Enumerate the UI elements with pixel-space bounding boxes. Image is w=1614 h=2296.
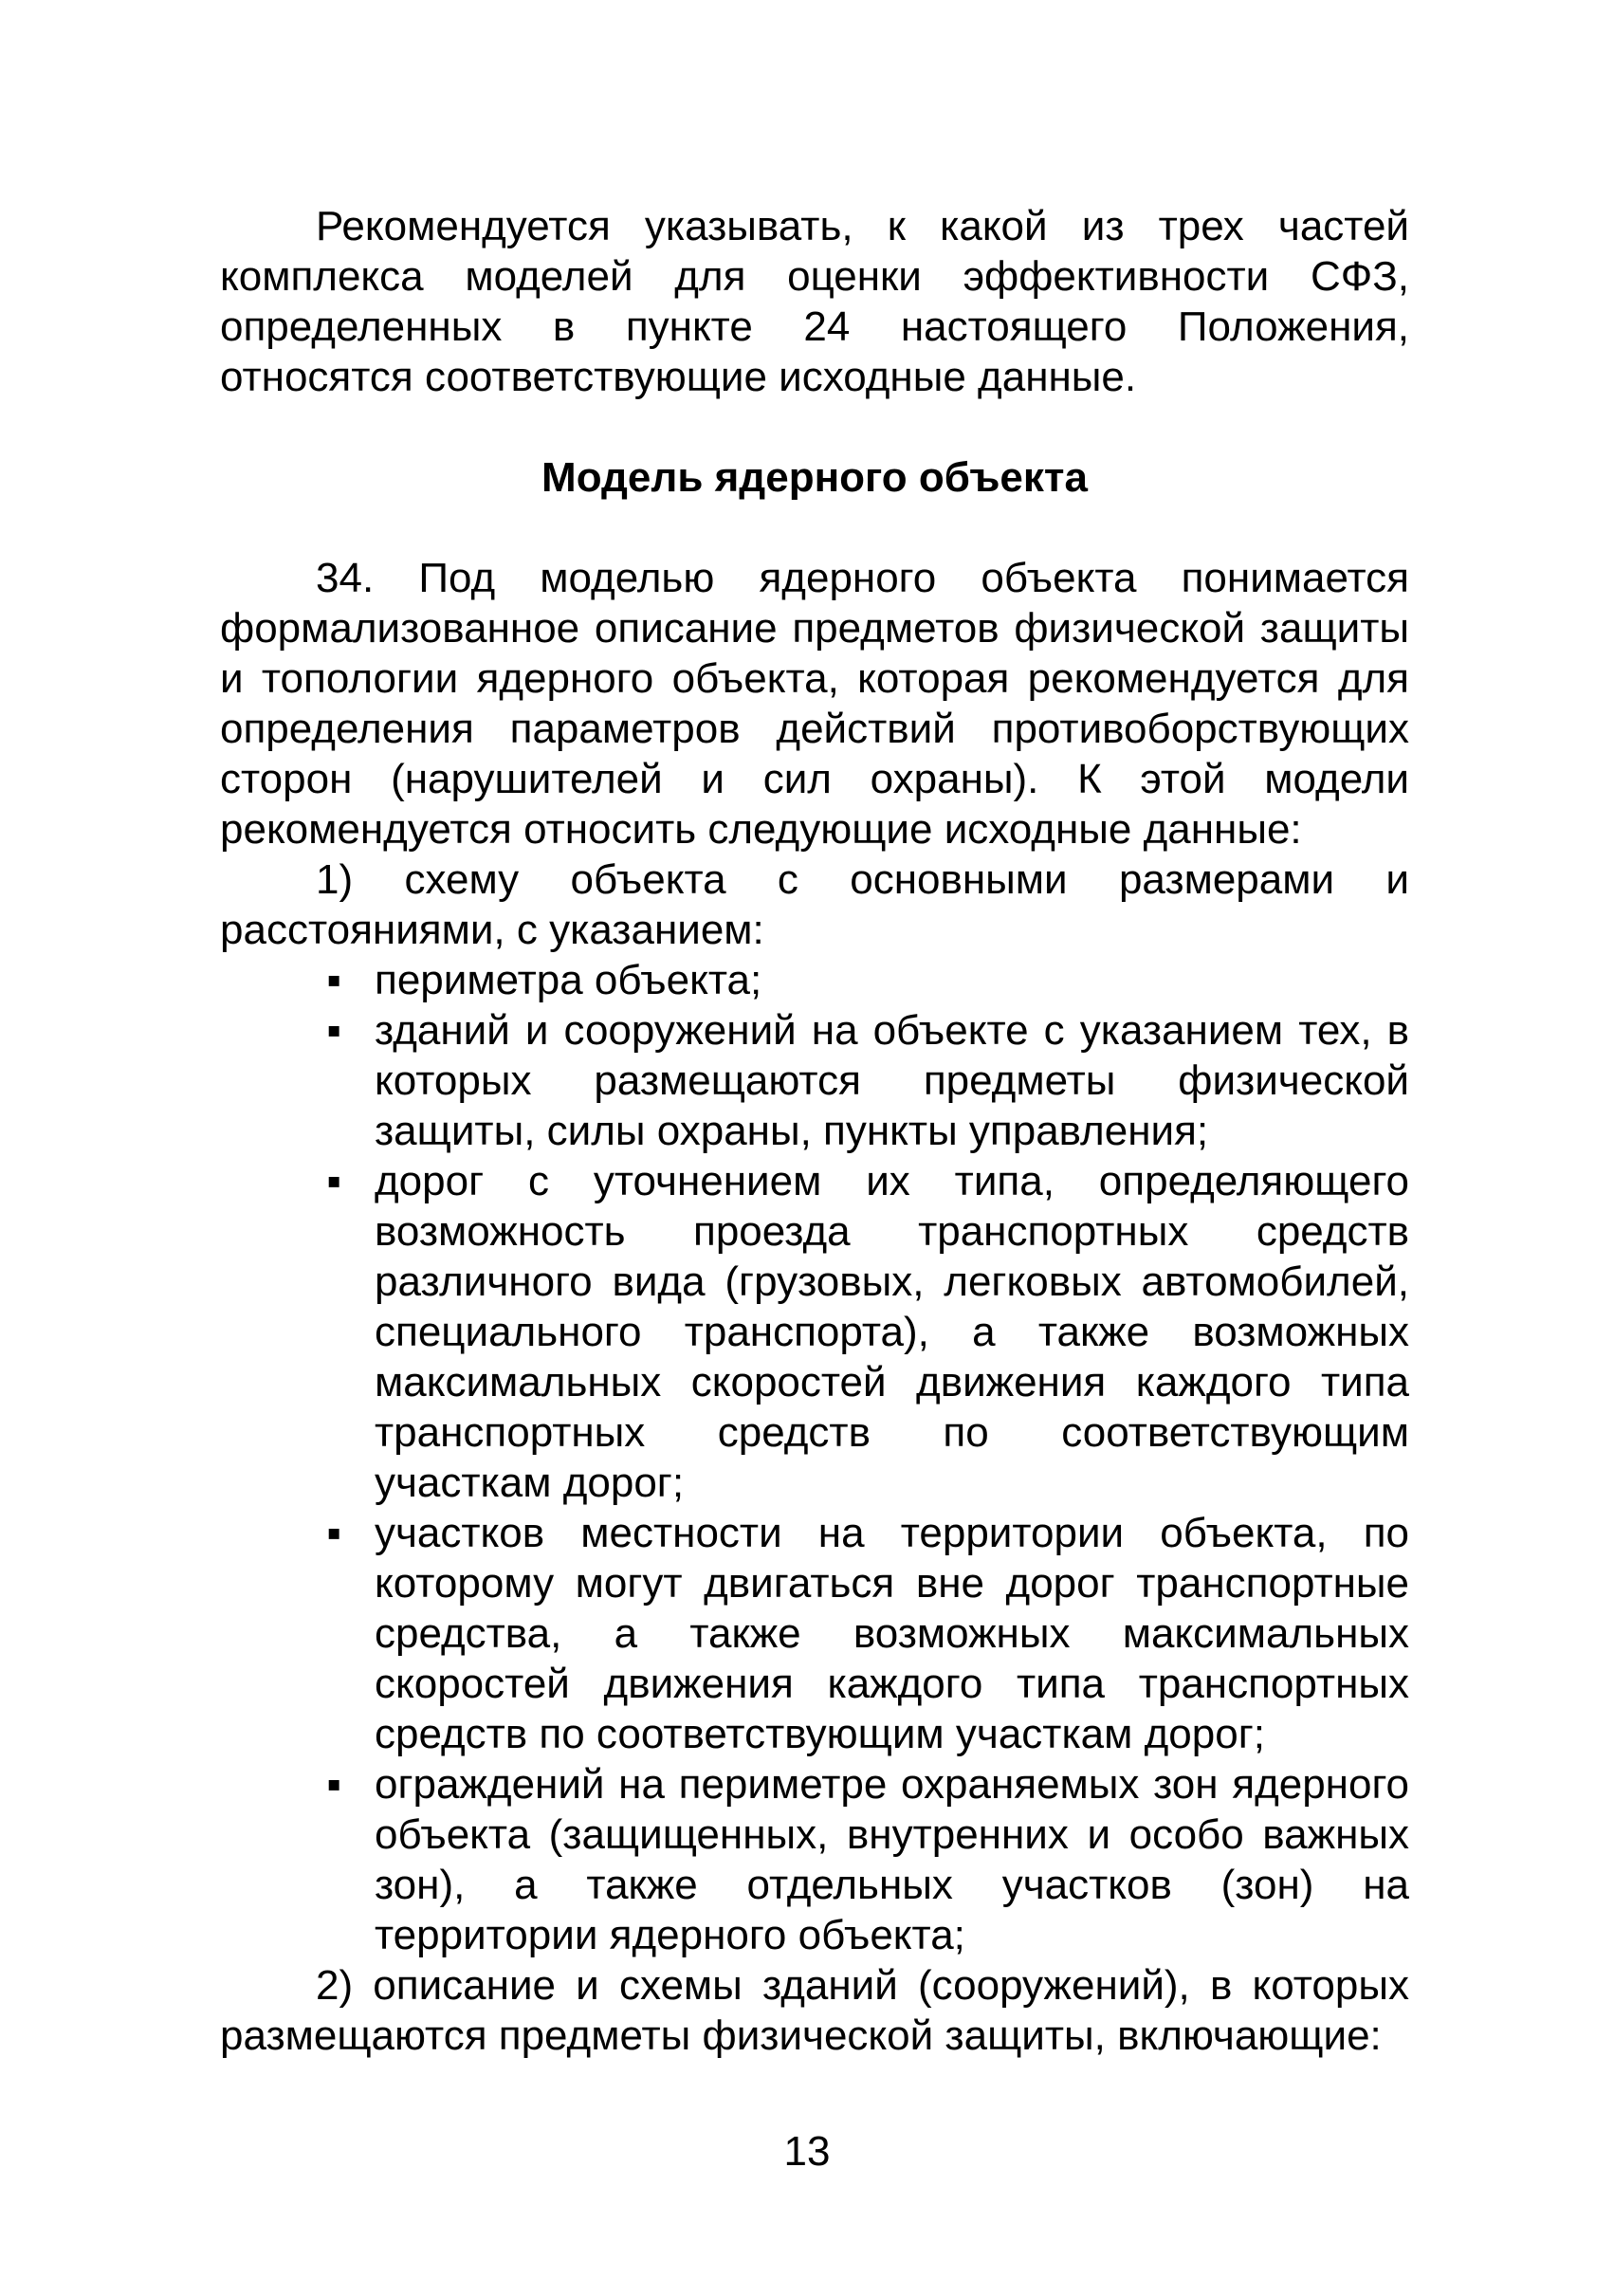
section-heading: Модель ядерного объекта [541,454,1088,501]
page-number: 13 [783,2128,831,2175]
bullet-icon: ▪ [326,1510,341,1556]
bullet-item-terrain [220,1508,1409,1759]
bullet-icon: ▪ [326,1158,341,1204]
bullet-text: зданий и сооружений на объекте с указанием тех, в которых размещаются предметы физической защиты, силы охраны, пункты управления; [375,1007,1409,1154]
intro-paragraph: Рекомендуется указывать, к какой из трех частей комплекса моделей для оценки эффективности СФЗ, определенных в пункте 24 настоящего Положения, относятся соответствующие исходные данные. [220,203,1409,400]
bullet-text: дорог с уточнением их типа, определяющего возможность проезда транспортных средств различного вида (грузовых, легковых автомобилей, специального транспорта), а также возможных максимальных скоростей движения каждого типа транспортных средств по соответствующим участкам дорог; [375,1158,1409,1506]
bullet-text: участков местности на территории объекта, по которому могут двигаться вне дорог транспортные средства, а также возможных максимальных скоростей движения каждого типа транспортных средств по соответствующим участкам дорог; [375,1510,1409,1757]
list-item-2: 2) описание и схемы зданий (сооружений), в которых размещаются предметы физической защиты, включающие: [220,1962,1409,2059]
paragraph-34: 34. Под моделью ядерного объекта понимается формализованное описание предметов физической защиты и топологии ядерного объекта, которая рекомендуется для определения параметров действий противоборствующих сторон (нарушителей и сил охраны). К этой модели рекомендуется относить следующие исходные данные: [220,555,1409,853]
bullet-item-roads [220,1156,1409,1508]
bullet-text: ограждений на периметре охраняемых зон ядерного объекта (защищенных, внутренних и особо важных зон), а также отдельных участков (зон) на территории ядерного объекта; [375,1761,1409,1958]
bullet-icon: ▪ [326,1761,341,1808]
bullet-text: периметра объекта; [375,957,762,1003]
bullet-item-buildings [220,1005,1409,1156]
bullet-item-perimeter [220,955,1409,1005]
document-body [220,201,1409,2061]
bullet-icon: ▪ [326,957,341,1003]
bullet-icon: ▪ [326,1007,341,1054]
list-item-1: 1) схему объекта с основными размерами и расстояниями, с указанием: [220,856,1409,953]
bullet-item-fences [220,1759,1409,1960]
